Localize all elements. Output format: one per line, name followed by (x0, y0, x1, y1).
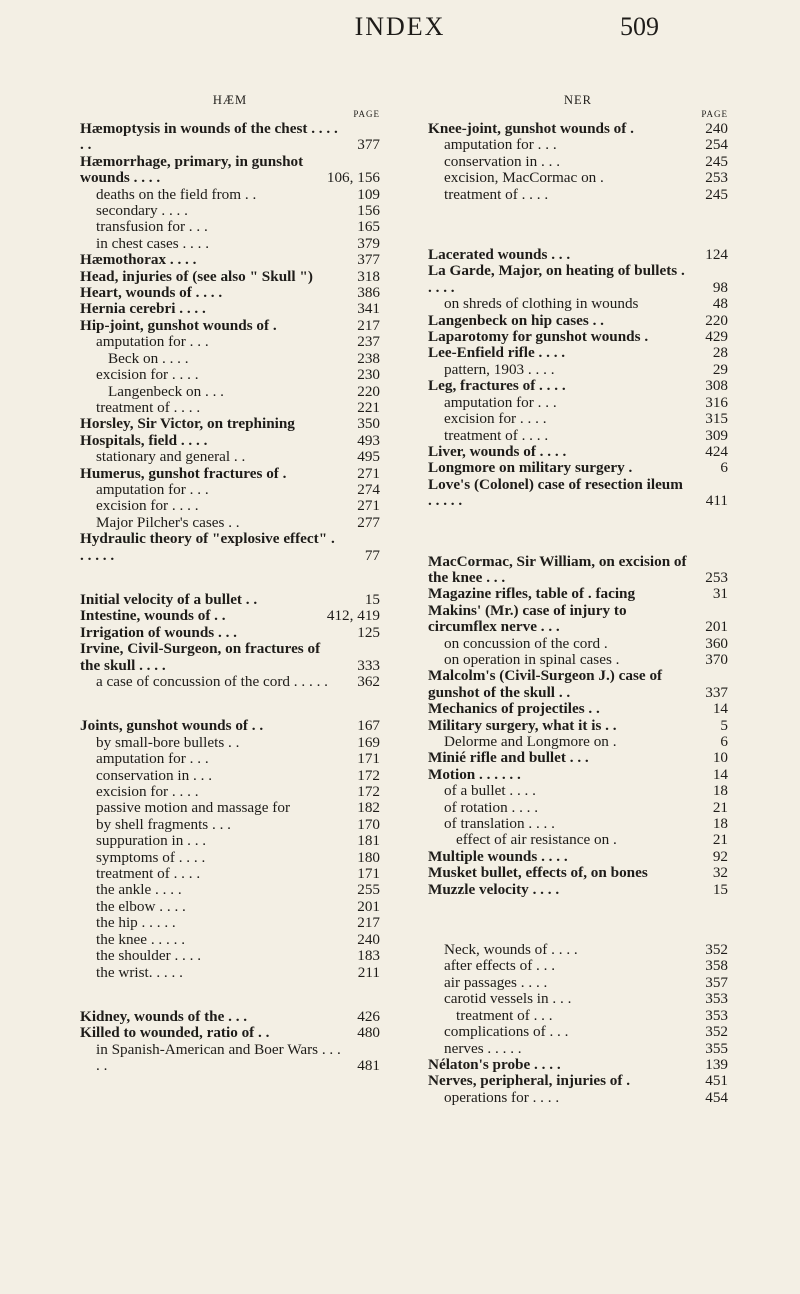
entry-page-number: 167 (357, 717, 380, 735)
entry-page-number: 156 (357, 202, 380, 220)
entry-text: Hæmothorax . . . . (80, 251, 197, 269)
index-entry (80, 751, 380, 767)
index-entry (428, 121, 728, 137)
entry-page-number: 253 (705, 169, 728, 187)
entry-page-number: 308 (705, 377, 728, 395)
index-entry (428, 750, 728, 766)
index-entry (428, 832, 728, 848)
entry-page-number: 77 (364, 546, 380, 564)
entry-text: Heart, wounds of . . . . (80, 284, 223, 302)
index-entry (80, 498, 380, 514)
entry-page-number: 271 (357, 497, 380, 515)
entry-text: Hospitals, field . . . . (80, 431, 208, 449)
entry-page-number: 426 (357, 1007, 380, 1025)
entry-text: amputation for . . . (96, 480, 209, 498)
entry-page-number: 171 (357, 750, 380, 768)
entry-page-number: 180 (357, 848, 380, 866)
index-entry (428, 783, 728, 799)
entry-page-number: 183 (357, 947, 380, 965)
entry-text: Mechanics of projectiles . . (428, 700, 600, 718)
entry-text: Hydraulic theory of "explosive effect" . . . . . . (80, 530, 335, 564)
index-entry (80, 154, 380, 187)
index-entry (80, 625, 380, 641)
entry-text: La Garde, Major, on heating of bullets . . . . . (428, 262, 685, 296)
index-entry (428, 718, 728, 734)
index-entry (80, 915, 380, 931)
entry-page-number: 337 (705, 683, 728, 701)
entry-text: the knee . . . . . (96, 930, 185, 948)
entry-page-number: 6 (720, 459, 728, 477)
index-entry (428, 991, 728, 1007)
index-entry (80, 269, 380, 285)
entry-text: in Spanish-American and Boer Wars . . . . . (96, 1040, 341, 1075)
entry-text: Lee-Enfield rifle . . . . (428, 344, 566, 362)
entry-text: on shreds of clothing in wounds (444, 295, 639, 313)
entry-text: Makins' (Mr.) case of injury to circumflex nerve . . . (428, 601, 627, 636)
entry-text: secondary . . . . (96, 202, 188, 220)
entry-page-number: 237 (357, 333, 380, 351)
entry-page-number: 220 (705, 311, 728, 329)
entry-page-number: 379 (357, 234, 380, 252)
entry-page-number: 358 (705, 957, 728, 975)
entry-text: stationary and general . . (96, 448, 246, 466)
index-entry (80, 515, 380, 531)
index-entry (428, 313, 728, 329)
entry-text: in chest cases . . . . (96, 234, 210, 252)
entry-text: deaths on the field from . . (96, 185, 257, 203)
index-entry (80, 833, 380, 849)
index-entry (428, 554, 728, 587)
entry-text: Delorme and Longmore on . (444, 733, 617, 750)
entry-text: Knee-joint, gunshot wounds of . (428, 120, 634, 137)
index-entry (80, 899, 380, 915)
page-title: INDEX (354, 12, 446, 41)
entry-page-number: 271 (357, 464, 380, 482)
entry-text: Love's (Colonel) case of resection ileum . . . . . (428, 475, 683, 510)
index-entry (428, 137, 728, 153)
entry-page-number: 360 (705, 634, 728, 652)
entry-text: by small-bore bullets . . (96, 733, 240, 751)
entry-page-number: 245 (705, 185, 728, 203)
index-entry (80, 416, 380, 432)
index-entry (428, 1008, 728, 1024)
entry-text: Initial velocity of a bullet . . (80, 590, 258, 608)
index-entry (80, 768, 380, 784)
entry-text: Nélaton's probe . . . . (428, 1055, 561, 1073)
entry-page-number: 21 (712, 831, 728, 849)
index-entry (80, 784, 380, 800)
entry-text: the elbow . . . . (96, 897, 186, 915)
entry-page-number: 412, 419 (326, 607, 380, 625)
page-number: 509 (620, 12, 659, 41)
index-column-right (428, 92, 728, 1106)
index-entry (80, 384, 380, 400)
entry-text: passive motion and massage for (96, 799, 291, 817)
page-column-label: PAGE (353, 109, 380, 119)
entry-text: operations for . . . . (444, 1088, 560, 1106)
entry-page-number: 333 (357, 656, 380, 674)
entry-page-number: 377 (357, 136, 380, 154)
entry-page-number: 240 (357, 930, 380, 948)
index-entry (80, 641, 380, 674)
entry-page-number: 318 (357, 267, 380, 285)
index-entry (428, 1090, 728, 1106)
entry-text: Motion . . . . . . (428, 765, 521, 783)
entry-text: Laparotomy for gunshot wounds . (428, 328, 649, 346)
index-entry (428, 865, 728, 881)
entry-text: Hæmorrhage, primary, in gunshot wounds . . . . (80, 152, 304, 187)
entry-text: Beck on . . . . (108, 349, 189, 367)
entry-page-number: 165 (357, 218, 380, 236)
index-entry (80, 1009, 380, 1025)
entry-text: excision, MacCormac on . (444, 169, 604, 187)
entry-text: Musket bullet, effects of, on bones (428, 864, 648, 882)
index-entry (428, 882, 728, 898)
entry-text: suppuration in . . . (96, 832, 207, 850)
entry-page-number: 315 (705, 410, 728, 428)
index-entry (428, 296, 728, 312)
entry-text: by shell fragments . . . (96, 815, 231, 833)
index-entry (80, 735, 380, 751)
entry-page-number: 15 (364, 590, 380, 608)
entry-page-number: 28 (712, 344, 728, 362)
entry-text: conservation in . . . (96, 766, 212, 784)
index-entry (80, 449, 380, 465)
entry-page-number: 92 (712, 847, 728, 865)
entry-page-number: 31 (712, 585, 728, 603)
entry-text: amputation for . . . (96, 333, 209, 351)
index-entry (80, 800, 380, 816)
entry-text: Hernia cerebri . . . . (80, 300, 206, 318)
entry-text: treatment of . . . . (444, 185, 549, 203)
entry-text: Joints, gunshot wounds of . . (80, 717, 264, 735)
entry-text: Langenbeck on . . . (108, 382, 224, 400)
entry-text: Head, injuries of (see also " Skull ") (80, 267, 313, 285)
entry-page-number: 29 (712, 360, 728, 378)
entry-page-number: 353 (705, 1006, 728, 1024)
entry-text: amputation for . . . (96, 750, 209, 768)
index-entry (428, 603, 728, 636)
entry-text: Lacerated wounds . . . (428, 246, 571, 264)
index-entry (428, 849, 728, 865)
index-entry (428, 460, 728, 476)
entry-page-number: 370 (705, 650, 728, 668)
entry-page-number: 245 (705, 152, 728, 170)
index-entry (80, 285, 380, 301)
index-entry (428, 187, 728, 203)
entry-text: treatment of . . . . (444, 426, 549, 444)
index-entry (80, 674, 380, 690)
index-entry (428, 395, 728, 411)
entry-page-number: 18 (712, 815, 728, 833)
index-entry (428, 734, 728, 750)
entry-text: excision for . . . . (96, 366, 199, 384)
index-entry (428, 1073, 728, 1089)
entry-page-number: 429 (705, 328, 728, 346)
entry-text: Longmore on military surgery . (428, 459, 633, 477)
entry-text: conservation in . . . (444, 152, 560, 170)
entry-page-number: 353 (705, 990, 728, 1008)
entry-text: the hip . . . . . (96, 914, 176, 932)
entry-page-number: 98 (712, 278, 728, 296)
index-entry (80, 236, 380, 252)
index-entries (80, 121, 380, 1075)
index-entry (428, 636, 728, 652)
entry-text: Langenbeck on hip cases . . (428, 311, 604, 329)
entry-page-number: 201 (357, 897, 380, 915)
index-entry (428, 1024, 728, 1040)
entry-text: Intestine, wounds of . . (80, 607, 226, 625)
index-entry (428, 247, 728, 263)
index-entry (80, 351, 380, 367)
entry-text: of rotation . . . . (444, 798, 539, 816)
entry-text: complications of . . . (444, 1023, 569, 1041)
entry-text: excision for . . . . (96, 783, 199, 801)
entry-page-number: 355 (705, 1039, 728, 1057)
entry-page-number: 221 (357, 398, 380, 416)
index-entry (80, 932, 380, 948)
entry-page-number: 181 (357, 832, 380, 850)
entry-text: Minié rifle and bullet . . . (428, 749, 589, 767)
index-entry (80, 592, 380, 608)
entry-page-number: 201 (705, 618, 728, 636)
index-entry (428, 444, 728, 460)
index-entry (428, 767, 728, 783)
entry-text: Military surgery, what it is . . (428, 716, 617, 734)
entry-text: Malcolm's (Civil-Surgeon J.) case of gunshot of the skull . . (428, 667, 663, 701)
entry-text: on concussion of the cord . (444, 634, 608, 652)
index-entry (428, 800, 728, 816)
entry-page-number: 254 (705, 136, 728, 154)
entry-text: a case of concussion of the cord . . . . . (96, 673, 328, 690)
entry-text: amputation for . . . (444, 393, 557, 411)
entry-text: Hæmoptysis in wounds of the chest . . . . . . (80, 120, 338, 154)
entry-page-number: 362 (357, 673, 380, 690)
index-entry (80, 301, 380, 317)
index-entry (80, 400, 380, 416)
entry-text: MacCormac, Sir William, on excision of the knee . . . (428, 552, 687, 586)
index-entry (80, 531, 380, 564)
index-entry (428, 1041, 728, 1057)
index-entry (80, 882, 380, 898)
entry-text: of a bullet . . . . (444, 782, 536, 800)
entry-text: Muzzle velocity . . . . (428, 880, 560, 898)
entry-page-number: 124 (705, 246, 728, 264)
entry-text: treatment of . . . . (96, 398, 201, 416)
entry-text: Major Pilcher's cases . . (96, 513, 240, 531)
index-entry (80, 219, 380, 235)
entry-page-number: 352 (705, 941, 728, 959)
index-entry (428, 975, 728, 991)
index-entry (428, 668, 728, 701)
index-entry (428, 942, 728, 958)
index-entry (428, 477, 728, 510)
index-entry (428, 362, 728, 378)
entry-page-number: 139 (705, 1055, 728, 1073)
entry-page-number: 352 (705, 1023, 728, 1041)
index-entry (80, 367, 380, 383)
column-heading: NER (564, 93, 592, 107)
index-column-left (80, 92, 380, 1075)
entry-page-number: 10 (712, 749, 728, 767)
index-entry (428, 428, 728, 444)
index-entry (80, 318, 380, 334)
entry-page-number: 48 (712, 295, 728, 313)
index-entry (428, 170, 728, 186)
entry-page-number: 14 (712, 765, 728, 783)
entry-page-number: 238 (357, 349, 380, 367)
entry-text: excision for . . . . (96, 497, 199, 515)
entry-page-number: 32 (712, 864, 728, 882)
entry-page-number: 451 (705, 1072, 728, 1090)
index-entry (428, 701, 728, 717)
index-entry (80, 948, 380, 964)
entry-text: air passages . . . . (444, 973, 548, 991)
index-entry (80, 866, 380, 882)
entry-page-number: 377 (357, 251, 380, 269)
entry-text: Killed to wounded, ratio of . . (80, 1024, 270, 1042)
entry-text: Liver, wounds of . . . . (428, 442, 567, 460)
index-entry (80, 850, 380, 866)
index-entry (428, 154, 728, 170)
entry-text: Irvine, Civil-Surgeon, on fractures of the skull . . . . (80, 640, 321, 674)
column-heading: HÆM (212, 93, 248, 107)
entry-text: Irrigation of wounds . . . (80, 623, 237, 641)
page-header (0, 2, 800, 52)
entry-page-number: 386 (357, 284, 380, 302)
entry-text: Humerus, gunshot fractures of . (80, 464, 287, 482)
index-entry (80, 718, 380, 734)
entry-text: on operation in spinal cases . (444, 650, 620, 668)
entry-text: amputation for . . . (444, 136, 557, 154)
entry-text: the ankle . . . . (96, 881, 182, 899)
entry-page-number: 170 (357, 815, 380, 833)
index-entry (428, 329, 728, 345)
entry-text: of translation . . . . (444, 815, 555, 833)
entry-page-number: 411 (705, 492, 728, 510)
entry-page-number: 5 (720, 716, 728, 734)
entry-page-number: 217 (357, 316, 380, 334)
entry-text: nerves . . . . . (444, 1039, 522, 1057)
entry-page-number: 125 (357, 623, 380, 641)
index-entry (80, 482, 380, 498)
entry-text: transfusion for . . . (96, 218, 208, 236)
entry-text: Neck, wounds of . . . . (444, 941, 578, 959)
entry-text: Leg, fractures of . . . . (428, 377, 566, 395)
index-entries (428, 121, 728, 1106)
index-entry (80, 965, 380, 981)
entry-page-number: 182 (357, 799, 380, 817)
index-entry (80, 121, 380, 154)
entry-page-number: 481 (357, 1057, 380, 1075)
entry-page-number: 211 (357, 963, 380, 981)
entry-page-number: 6 (720, 733, 728, 750)
index-entry (80, 187, 380, 203)
entry-page-number: 14 (712, 700, 728, 718)
index-entry (80, 608, 380, 624)
entry-page-number: 106, 156 (326, 169, 380, 187)
entry-text: Hip-joint, gunshot wounds of . (80, 316, 277, 334)
index-entry (428, 816, 728, 832)
entry-page-number: 15 (712, 880, 728, 898)
entry-page-number: 454 (705, 1088, 728, 1106)
entry-text: treatment of . . . (456, 1006, 553, 1024)
entry-page-number: 230 (357, 366, 380, 384)
entry-text: Multiple wounds . . . . (428, 847, 568, 865)
page-column-label: PAGE (701, 109, 728, 119)
entry-text: Horsley, Sir Victor, on trephining (80, 415, 295, 433)
index-entry (428, 378, 728, 394)
entry-text: pattern, 1903 . . . . (444, 360, 555, 378)
index-entry (428, 1057, 728, 1073)
index-entry (80, 433, 380, 449)
index-entry (428, 958, 728, 974)
entry-page-number: 493 (357, 431, 380, 449)
index-entry (80, 1042, 380, 1075)
entry-text: treatment of . . . . (96, 865, 201, 883)
entry-text: Kidney, wounds of the . . . (80, 1007, 248, 1025)
entry-page-number: 341 (357, 300, 380, 318)
entry-page-number: 495 (357, 448, 380, 466)
entry-page-number: 109 (357, 185, 380, 203)
entry-page-number: 240 (705, 120, 728, 137)
entry-page-number: 21 (712, 798, 728, 816)
index-entry (80, 203, 380, 219)
index-entry (428, 586, 728, 602)
index-entry (80, 252, 380, 268)
index-entry (80, 466, 380, 482)
entry-page-number: 480 (357, 1024, 380, 1042)
entry-text: Magazine rifles, table of . facing (428, 585, 636, 603)
entry-page-number: 169 (357, 733, 380, 751)
entry-text: the shoulder . . . . (96, 947, 202, 965)
entry-text: symptoms of . . . . (96, 848, 206, 866)
entry-page-number: 277 (357, 513, 380, 531)
entry-text: carotid vessels in . . . (444, 990, 572, 1008)
index-entry (428, 263, 728, 296)
entry-text: excision for . . . . (444, 410, 547, 428)
entry-text: the wrist. . . . . (96, 963, 183, 981)
entry-page-number: 255 (357, 881, 380, 899)
index-entry (428, 652, 728, 668)
entry-text: effect of air resistance on . (456, 831, 617, 849)
entry-text: after effects of . . . (444, 957, 556, 975)
entry-page-number: 172 (357, 766, 380, 784)
entry-page-number: 171 (357, 865, 380, 883)
index-entry (80, 334, 380, 350)
entry-page-number: 220 (357, 382, 380, 400)
index-entry (428, 345, 728, 361)
entry-text: Nerves, peripheral, injuries of . (428, 1072, 631, 1090)
entry-page-number: 357 (705, 973, 728, 991)
entry-page-number: 350 (357, 415, 380, 433)
entry-page-number: 274 (357, 480, 380, 498)
entry-page-number: 253 (705, 568, 728, 586)
entry-page-number: 309 (705, 426, 728, 444)
entry-page-number: 316 (705, 393, 728, 411)
entry-page-number: 18 (712, 782, 728, 800)
entry-page-number: 217 (357, 914, 380, 932)
index-entry (80, 1025, 380, 1041)
entry-page-number: 424 (705, 442, 728, 460)
index-entry (80, 817, 380, 833)
index-entry (428, 411, 728, 427)
entry-page-number: 172 (357, 783, 380, 801)
